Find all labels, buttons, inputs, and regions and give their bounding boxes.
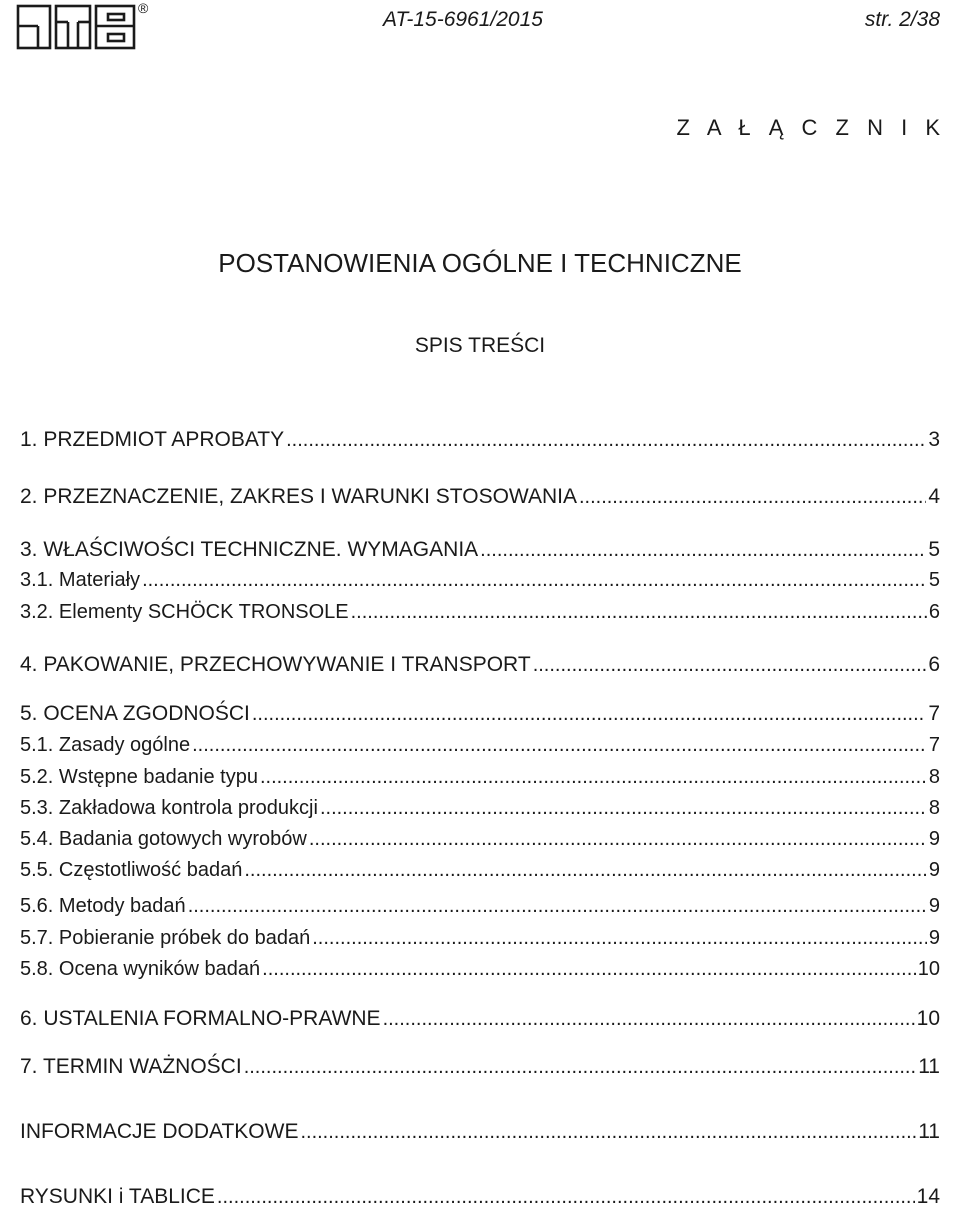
toc-leader: [142, 565, 927, 595]
page-title: POSTANOWIENIA OGÓLNE I TECHNICZNE: [218, 248, 742, 278]
toc-item-page: 6: [928, 653, 940, 676]
toc-leader: [383, 1004, 915, 1034]
toc-item-label: 1. PRZEDMIOT APROBATY: [20, 428, 285, 451]
toc-item[interactable]: [20, 730, 940, 760]
toc-item[interactable]: [20, 855, 940, 885]
toc-leader: [579, 482, 926, 512]
toc-leader: [312, 923, 927, 953]
toc-leader: [533, 650, 927, 680]
toc-item-label: 3. WŁAŚCIWOŚCI TECHNICZNE. WYMAGANIA: [20, 538, 479, 561]
toc-item-label: 5.3. Zakładowa kontrola produkcji: [20, 797, 318, 819]
toc-leader: [188, 891, 927, 921]
toc-item-page: 3: [928, 428, 940, 451]
toc-item[interactable]: [20, 565, 940, 595]
toc-item-label: 5.7. Pobieranie próbek do badań: [20, 927, 311, 949]
toc-item-page: 5: [928, 569, 940, 591]
toc-item-page: 9: [928, 927, 940, 949]
toc-item-page: 7: [928, 702, 940, 725]
toc-item-label: 5.8. Ocena wyników badań: [20, 958, 261, 980]
toc-item-page: 10: [917, 958, 940, 980]
toc-leader: [252, 699, 926, 729]
toc-item[interactable]: [20, 793, 940, 823]
toc-item-label: 7. TERMIN WAŻNOŚCI: [20, 1055, 242, 1078]
toc-leader: [286, 425, 926, 455]
toc-title: SPIS TREŚCI: [414, 334, 546, 357]
toc-leader: [217, 1182, 915, 1212]
toc-item[interactable]: [20, 762, 940, 792]
toc-item[interactable]: [20, 1117, 940, 1147]
toc-item[interactable]: [20, 1052, 940, 1082]
toc-leader: [480, 535, 926, 565]
toc-item[interactable]: [20, 425, 940, 455]
toc-item-page: 9: [928, 895, 940, 917]
toc-item-label: 5.1. Zasady ogólne: [20, 734, 191, 756]
toc-item[interactable]: [20, 1182, 940, 1212]
toc-item-page: 9: [928, 828, 940, 850]
toc-item[interactable]: [20, 699, 940, 729]
toc-leader: [192, 730, 927, 760]
toc-item-label: 5.6. Metody badań: [20, 895, 186, 917]
toc-item[interactable]: [20, 597, 940, 627]
toc-leader: [320, 793, 927, 823]
toc-item-label: 2. PRZEZNACZENIE, ZAKRES I WARUNKI STOSOWANIA: [20, 485, 577, 508]
toc-item-page: 9: [928, 859, 940, 881]
toc-item-label: RYSUNKI i TABLICE: [20, 1185, 215, 1208]
toc-item-label: INFORMACJE DODATKOWE: [20, 1120, 299, 1143]
document-id: AT-15-6961/2015: [383, 8, 543, 31]
toc-item[interactable]: [20, 1004, 940, 1034]
toc-item-page: 8: [928, 766, 940, 788]
toc-item-label: 5. OCENA ZGODNOŚCI: [20, 702, 250, 725]
toc-item[interactable]: [20, 824, 940, 854]
toc-item-label: 4. PAKOWANIE, PRZECHOWYWANIE I TRANSPORT: [20, 653, 531, 676]
toc-item-page: 11: [918, 1120, 940, 1143]
toc-leader: [260, 762, 927, 792]
toc-item-page: 10: [916, 1007, 940, 1030]
toc-item-page: 7: [928, 734, 940, 756]
toc-item-label: 5.2. Wstępne badanie typu: [20, 766, 258, 788]
toc-item-page: 8: [928, 797, 940, 819]
page-number: str. 2/38: [864, 8, 940, 31]
toc-item-label: 3.2. Elementy SCHÖCK TRONSOLE: [20, 601, 349, 623]
table-of-contents: [20, 0, 940, 1214]
toc-item-page: 6: [928, 601, 940, 623]
registered-mark: ®: [138, 0, 149, 16]
toc-item[interactable]: [20, 891, 940, 921]
toc-item-page: 14: [916, 1185, 940, 1208]
toc-item[interactable]: [20, 650, 940, 680]
toc-item-label: 3.1. Materiały: [20, 569, 141, 591]
toc-leader: [244, 855, 927, 885]
toc-item[interactable]: [20, 535, 940, 565]
toc-leader: [351, 597, 927, 627]
toc-leader: [244, 1052, 917, 1082]
toc-item[interactable]: [20, 954, 940, 984]
toc-leader: [262, 954, 916, 984]
toc-item-page: 4: [928, 485, 940, 508]
toc-item[interactable]: [20, 923, 940, 953]
toc-leader: [300, 1117, 916, 1147]
toc-item-label: 5.5. Częstotliwość badań: [20, 859, 243, 881]
toc-leader: [309, 824, 927, 854]
toc-item[interactable]: [20, 482, 940, 512]
annex-label: Z A Ł Ą C Z N I K: [676, 115, 946, 140]
toc-item-page: 11: [918, 1055, 940, 1078]
toc-item-page: 5: [928, 538, 940, 561]
toc-item-label: 5.4. Badania gotowych wyrobów: [20, 828, 307, 850]
toc-item-label: 6. USTALENIA FORMALNO-PRAWNE: [20, 1007, 381, 1030]
